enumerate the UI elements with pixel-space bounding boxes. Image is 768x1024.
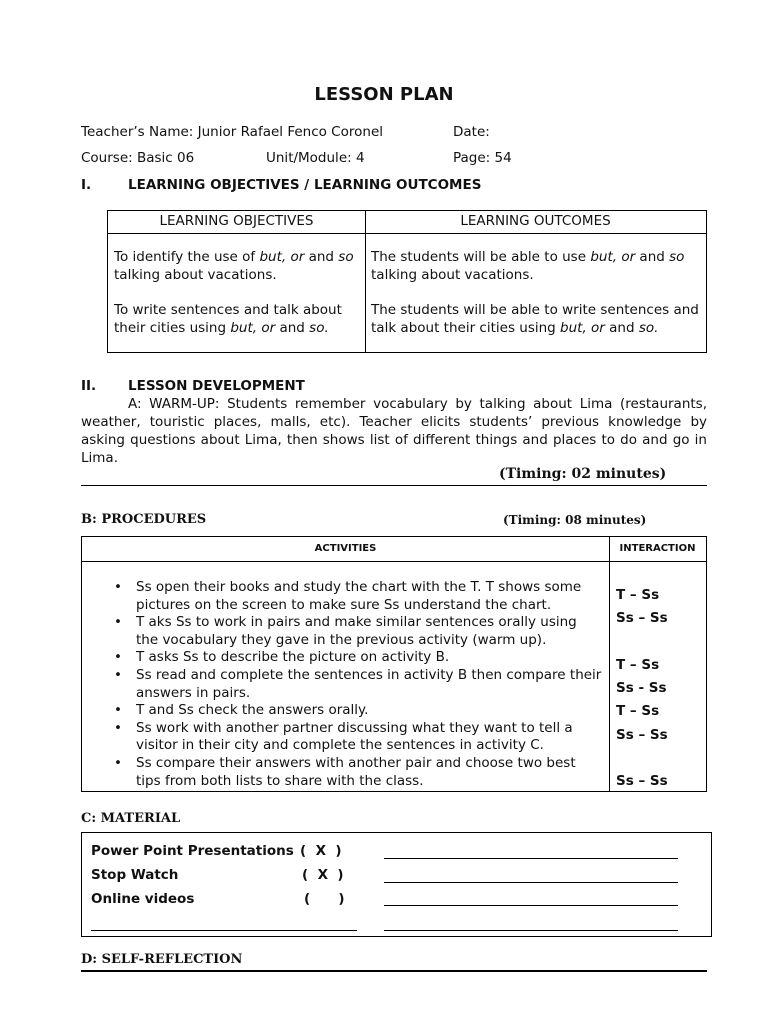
activities-header: ACTIVITIES (314, 543, 377, 554)
interaction-3: T – Ss (616, 657, 660, 673)
material-item-label: Stop Watch (91, 867, 179, 883)
list-item: • Ss open their books and study the chart with the T. T shows some pictures on the screen to make sure Ss understand the chart. (112, 579, 602, 614)
material-title: C: MATERIAL (81, 811, 181, 826)
section1-title: LEARNING OBJECTIVES / LEARNING OUTCOMES (128, 177, 482, 193)
self-reflection-title: D: SELF-REFLECTION (81, 952, 243, 967)
interaction-5: T – Ss (616, 703, 660, 719)
page-label: Page: 54 (453, 150, 512, 166)
blank-line (91, 930, 357, 931)
date-label: Date: (453, 124, 490, 140)
list-item: • Ss compare their answers with another pair and choose two best tips from both lists to share with the class. (112, 755, 602, 790)
page-title: LESSON PLAN (314, 84, 454, 105)
course-label: Course: Basic 06 (81, 150, 195, 166)
blank-line (384, 858, 678, 859)
outcome-2: The students will be able to write sentences and talk about their cities using but, or and so. (371, 302, 699, 336)
interaction-6: Ss – Ss (616, 727, 668, 743)
blank-line (384, 882, 678, 883)
blank-line (384, 930, 678, 931)
material-box (81, 832, 712, 937)
procedures-table (81, 536, 707, 792)
material-item-check: ( X ) (300, 843, 342, 859)
list-item: • Ss read and complete the sentences in activity B then compare their answers in pairs. (112, 667, 602, 702)
outcome-1: The students will be able to use but, or and so talking about vacations. (371, 249, 685, 283)
objectives-header: LEARNING OBJECTIVES (159, 213, 314, 229)
activities-list (112, 579, 602, 790)
section2-title: LESSON DEVELOPMENT (128, 378, 305, 394)
objective-2: To write sentences and talk about their cities using but, or and so. (114, 302, 342, 336)
section1-number: I. (81, 177, 92, 193)
material-item-label: Power Point Presentations (91, 843, 294, 859)
warmup-paragraph: A: WARM-UP: Students remember vocabulary by talking about Lima (restaurants, weather, touristic places, malls, etc). Teacher elicits students’ previous knowledge by asking questions about Lima, then shows list of different things and places to do and go in Lima. (81, 396, 707, 466)
section2-number: II. (81, 378, 97, 394)
interaction-7: Ss – Ss (616, 773, 668, 789)
warmup-timing: (Timing: 02 minutes) (499, 466, 667, 482)
material-item-label: Online videos (91, 891, 195, 907)
objectives-table (107, 210, 707, 353)
divider (81, 485, 707, 486)
interaction-1: T – Ss (616, 587, 660, 603)
divider (81, 970, 707, 972)
interaction-header: INTERACTION (619, 543, 696, 554)
list-item: • T asks Ss to describe the picture on activity B. (112, 649, 602, 667)
list-item: • T aks Ss to work in pairs and make similar sentences orally using the vocabulary they gave in the previous activity (warm up). (112, 614, 602, 649)
procedures-timing: (Timing: 08 minutes) (503, 513, 647, 527)
procedures-title: B: PROCEDURES (81, 512, 207, 527)
interaction-2: Ss – Ss (616, 610, 668, 626)
material-item-check: ( X ) (302, 867, 344, 883)
outcomes-header: LEARNING OUTCOMES (460, 213, 611, 229)
material-item-check: ( ) (304, 891, 345, 907)
list-item: • T and Ss check the answers orally. (112, 702, 602, 720)
blank-line (384, 905, 678, 906)
list-item: • Ss work with another partner discussing what they want to tell a visitor in their city and complete the sentences in activity C. (112, 720, 602, 755)
interaction-4: Ss - Ss (616, 680, 667, 696)
teacher-name: Teacher’s Name: Junior Rafael Fenco Coronel (81, 124, 383, 140)
unit-label: Unit/Module: 4 (266, 150, 365, 166)
objective-1: To identify the use of but, or and so talking about vacations. (114, 249, 354, 283)
